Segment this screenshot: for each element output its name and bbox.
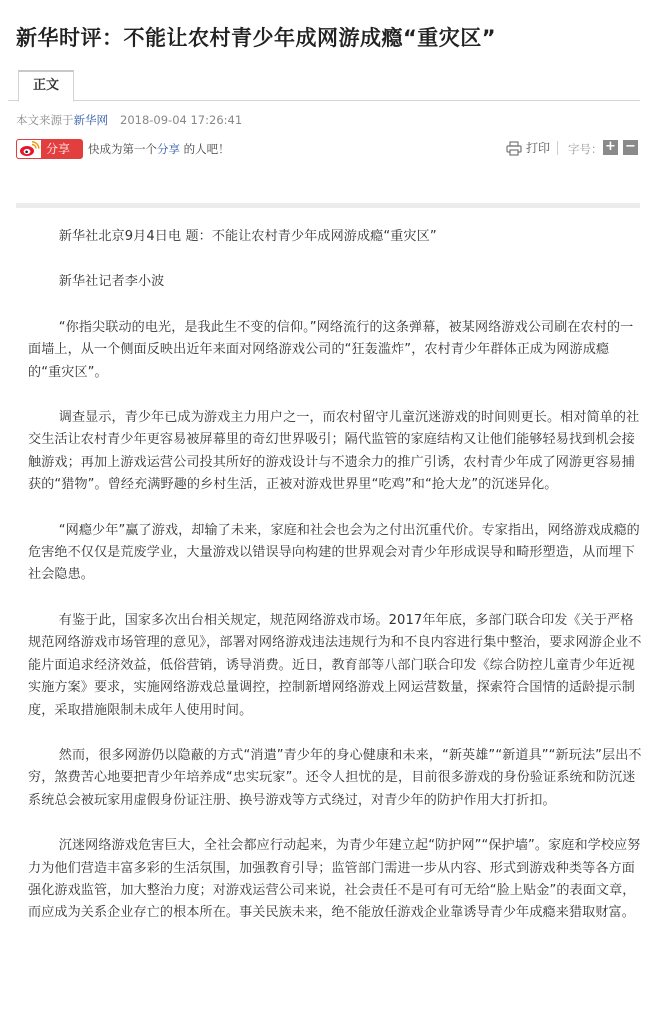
paragraph: 调查显示，青少年已成为游戏主力用户之一，而农村留守儿童沉迷游戏的时间则更长。相对简单的社交生活让农村青少年更容易被屏幕里的奇幻世界吸引；隔代监管的家庭结构又让他们能够轻易找到机会接触游戏；再加上游戏运营公司投其所好的游戏设计与不遗余力的推广引诱，农村青少年成了网游更容易捕获的“猎物”。曾经充满野趣的乡村生活，正被对游戏世界里“吃鸡”和“抢大龙”的沉迷异化。 — [28, 410, 640, 493]
source-line — [16, 112, 242, 128]
paragraph: 有鉴于此，国家多次出台相关规定，规范网络游戏市场。2017年年底，多部门联合印发《关于严格规范网络游戏市场管理的意见》，部署对网络游戏违法违规行为和不良内容进行集中整治，要求网游企业不能片面追求经济效益，低俗营销，诱导消费。近日，教育部等八部门联合印发《综合防控儿童青少年近视实施方案》要求，实施网络游戏总量调控，控制新增网络游戏上网运营数量，探索符合国情的适龄提示制度，采取措施限制未成年人使用时间。 — [28, 612, 642, 718]
paragraph: “网瘾少年”赢了游戏，却输了未来，家庭和社会也会为之付出沉重代价。专家指出，网络游戏成瘾的危害绝不仅仅是荒废学业，大量游戏以错误导向构建的世界观会对青少年形成误导和畸形塑造，从而埋下社会隐患。 — [28, 522, 640, 583]
paragraph: “你指尖联动的电光，是我此生不变的信仰。”网络流行的这条弹幕，被某网络游戏公司刷在农村的一面墙上，从一个侧面反映出近年来面对网络游戏公司的“狂轰滥炸”，农村青少年群体正成为网游成瘾的“重灾区”。 — [28, 319, 634, 380]
page-title: 新华时评：不能让农村青少年成网游成瘾“重灾区” — [16, 26, 497, 50]
share-hint-suffix: 的人吧！ — [183, 142, 230, 156]
article-body — [28, 226, 642, 948]
share-hint-link[interactable]: 分享 — [157, 142, 180, 156]
font-decrease-button[interactable]: − — [623, 140, 638, 155]
font-size-label: 字号： — [568, 142, 603, 156]
toolbar-separator — [557, 141, 558, 155]
print-button[interactable] — [506, 139, 550, 159]
source-prefix: 本文来源于 — [16, 113, 74, 127]
share-hint — [88, 141, 230, 157]
share-toolbar — [16, 138, 640, 160]
tab-bar — [8, 70, 640, 101]
weibo-icon — [16, 139, 42, 159]
print-label: 打印 — [526, 141, 551, 155]
paragraph: 沉迷网络游戏危害巨大，全社会都应行动起来，为青少年建立起“防护网”“保护墙”。家庭和学校应努力为他们营造丰富多彩的生活氛围，加强教育引导；监管部门需进一步从内容、形式到游戏种类等各方面强化游戏监管，加大整治力度；对游戏运营公司来说，社会责任不是可有可无给“脸上贴金”的表面文章，而应成为关系企业存亡的根本所在。事关民族未来，绝不能放任游戏企业靠诱导青少年成瘾来猎取财富。 — [28, 838, 641, 921]
publish-date: 2018-09-04 17:26:41 — [120, 113, 243, 127]
content-divider — [16, 203, 640, 208]
paragraph-dateline: 新华社北京9月4日电 题：不能让农村青少年成网游成瘾“重灾区” — [58, 229, 437, 244]
source-link[interactable]: 新华网 — [73, 113, 108, 127]
tab-main-text[interactable]: 正文 — [18, 70, 74, 102]
paragraph-byline: 新华社记者李小波 — [58, 274, 165, 290]
font-increase-button[interactable]: + — [603, 140, 618, 155]
printer-icon — [506, 141, 522, 156]
paragraph: 然而，很多网游仍以隐蔽的方式“消遣”青少年的身心健康和未来，“新英雄”“新道具”“新玩法”层出不穷，煞费苦心地要把青少年培养成“忠实玩家”。还令人担忧的是，目前很多游戏的身份验证系统和防沉迷系统总会被玩家用虚假身份证注册、换号游戏等方式绕过，对青少年的防护作用大打折扣。 — [28, 747, 642, 808]
share-hint-prefix: 快成为第一个 — [88, 142, 157, 156]
weibo-share-button[interactable] — [16, 139, 83, 159]
share-button-label: 分享 — [46, 142, 71, 156]
